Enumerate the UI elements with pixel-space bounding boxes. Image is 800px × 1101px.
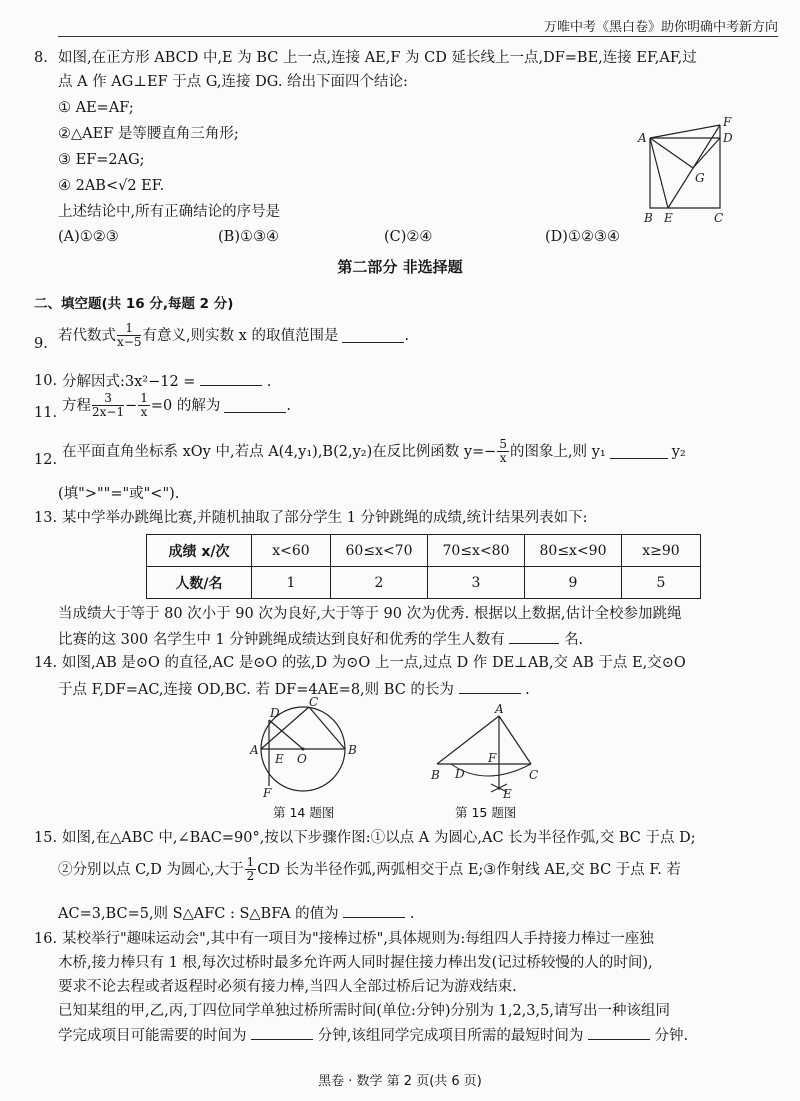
q15-figure-caption: 第 15 题图: [455, 805, 517, 820]
q13-td-2: 2: [331, 567, 428, 599]
q15-label-a: A: [495, 702, 504, 716]
q13-td-label: 人数/名: [147, 567, 252, 599]
q11-minus: −: [125, 397, 138, 414]
q15-label-e: E: [503, 787, 512, 800]
q15-answer-blank[interactable]: [343, 903, 405, 918]
q8-line1: 如图,在正方形 ABCD 中,E 为 BC 上一点,连接 AE,F 为 CD 延长线上一点,DF=BE,连接 EF,AF,过: [58, 50, 697, 66]
q8-number: 8.: [34, 50, 48, 66]
q16-line4: 已知某组的甲,乙,丙,丁四位同学单独过桥所需时间(单位:分钟)分别为 1,2,3,5,请写出一种该组同: [58, 1003, 670, 1019]
q9-pre: 若代数式: [58, 327, 116, 344]
q9-line: [58, 322, 409, 349]
q8-question: 上述结论中,所有正确结论的序号是: [58, 204, 281, 220]
q11-answer-blank[interactable]: [224, 398, 286, 413]
q14-answer-blank[interactable]: [459, 679, 521, 694]
q14-figure-caption: 第 14 题图: [273, 805, 335, 820]
q11-fraction-2: [138, 392, 150, 419]
q15-end: .: [409, 906, 415, 922]
q12-fraction: [497, 438, 509, 465]
q12-pre: 在平面直角坐标系 xOy 中,若点 A(4,y₁),B(2,y₂)在反比例函数 y=−: [62, 443, 497, 460]
q11-frac1-num: 3: [92, 392, 124, 406]
q11-frac2-den: x: [140, 405, 148, 419]
q8-line2: 点 A 作 AG⊥EF 于点 G,连接 DG. 给出下面四个结论:: [58, 74, 408, 90]
section-heading: 二、填空题(共 16 分,每题 2 分): [34, 296, 234, 312]
q11-end: .: [286, 397, 291, 414]
q14-label-a: A: [250, 743, 259, 757]
q13-th-label: 成绩 x/次: [147, 535, 252, 567]
q16-line5-b: 分钟,该组同学完成项目所需的最短时间为: [317, 1028, 584, 1044]
q16-line3: 要求不论去程或者返程时必须有接力棒,当四人全部过桥后记为游戏结束.: [58, 979, 517, 995]
q15-line1: 如图,在△ABC 中,∠BAC=90°,按以下步骤作图:①以点 A 为圆心,AC 长为半径作弧,交 BC 于点 D;: [62, 830, 696, 846]
q15-line2-post: CD 长为半径作弧,两弧相交于点 E;③作射线 AE,交 BC 于点 F. 若: [257, 861, 681, 878]
q12-post: 的图象上,则 y₁: [509, 443, 606, 460]
q15-line2-pre: ②分别以点 C,D 为圆心,大于: [58, 861, 244, 878]
q14-line2-text: 于点 F,DF=AC,连接 OD,BC. 若 DF=4AE=8,则 BC 的长为: [58, 682, 454, 698]
q8-label-e: E: [664, 211, 673, 225]
q15-line3: [58, 903, 414, 924]
q10-end: .: [266, 374, 272, 390]
q10-answer-blank[interactable]: [200, 371, 262, 386]
q13-score-table: [146, 534, 701, 599]
q15-half-fraction: [245, 856, 257, 883]
q10-number: 10.: [34, 373, 58, 389]
q15-label-d: D: [455, 767, 465, 781]
q11-line: [62, 392, 291, 419]
q16-answer-blank-2[interactable]: [588, 1025, 650, 1040]
part2-title: 第二部分 非选择题: [337, 258, 463, 276]
header-rule: [58, 36, 778, 37]
q15-half-num: 1: [246, 855, 255, 869]
q13-line3-text: 比赛的这 300 名学生中 1 分钟跳绳成绩达到良好和优秀的学生人数有: [58, 632, 505, 648]
q15-label-f: F: [488, 751, 497, 765]
q16-line5-c: 分钟.: [654, 1028, 689, 1044]
q13-table-header-row: [147, 535, 701, 567]
q15-number: 15.: [34, 830, 58, 846]
q9-answer-blank[interactable]: [342, 328, 404, 343]
q8-label-f: F: [723, 115, 732, 129]
q8-option-b: (B)①③④: [218, 229, 279, 245]
q11-pre: 方程: [62, 397, 91, 414]
q12-line2: (填">""="或"<").: [58, 486, 180, 502]
q16-line1: 某校举行"趣味运动会",其中有一项目为"接棒过桥",具体规则为:每组四人手持接力棒过一座独: [62, 931, 654, 947]
q14-label-e: E: [275, 752, 284, 766]
q13-td-5: 5: [622, 567, 701, 599]
q9-end: .: [404, 327, 410, 344]
q14-number: 14.: [34, 655, 58, 671]
q14-label-c: C: [309, 697, 319, 709]
q11-fraction-1: [92, 392, 124, 419]
q12-answer-blank[interactable]: [610, 444, 668, 459]
q16-line2: 木桥,接力棒只有 1 根,每次过桥时最多允许两人同时握住接力棒出发(记过桥较慢的人的时间),: [58, 955, 653, 971]
q8-option-c: (C)②④: [384, 229, 433, 245]
q13-line1: 某中学举办跳绳比赛,并随机抽取了部分学生 1 分钟跳绳的成绩,统计结果列表如下:: [62, 510, 588, 526]
q13-td-4: 9: [525, 567, 622, 599]
page-header: 万唯中考《黑白卷》助你明确中考新方向: [543, 20, 778, 35]
q8-label-d: D: [723, 131, 733, 145]
q12-frac-den: x: [499, 451, 507, 465]
q14-label-o: O: [297, 752, 307, 766]
q11-post: =0 的解为: [150, 397, 221, 414]
q15-label-b: B: [431, 768, 440, 782]
q14-line1: 如图,AB 是⊙O 的直径,AC 是⊙O 的弦,D 为⊙O 上一点,过点 D 作 DE⊥AB,交 AB 于点 E,交⊙O: [62, 655, 686, 671]
q16-line5-a: 学完成项目可能需要的时间为: [58, 1028, 247, 1044]
q13-th-1: x<60: [252, 535, 331, 567]
q15-line2: [58, 856, 681, 883]
q9-number: 9.: [34, 336, 48, 352]
q13-line2: 当成绩大于等于 80 次小于 90 次为良好,大于等于 90 次为优秀. 根据以上数据,估计全校参加跳绳: [58, 606, 682, 622]
q15-half-den: 2: [246, 869, 255, 883]
q13-th-3: 70≤x<80: [428, 535, 525, 567]
q13-th-4: 80≤x<90: [525, 535, 622, 567]
q15-line3-text: AC=3,BC=5,则 S△AFC : S△BFA 的值为: [58, 906, 339, 922]
q13-th-5: x≥90: [622, 535, 701, 567]
q10-line: [62, 371, 271, 392]
q12-frac-num: 5: [499, 437, 507, 451]
q16-line5: [58, 1025, 688, 1046]
q13-th-2: 60≤x<70: [331, 535, 428, 567]
q8-square-figure: [630, 110, 740, 235]
q8-conclusion-3: ③ EF=2AG;: [58, 152, 145, 168]
q14-circle-figure: [245, 697, 365, 799]
q10-text: 分解因式:3x²−12 =: [62, 374, 196, 390]
q12-number: 12.: [34, 452, 58, 468]
q15-triangle-figure: [425, 700, 555, 800]
q14-label-d: D: [270, 706, 280, 720]
q12-line1: [62, 438, 686, 465]
q12-y2: y₂: [671, 443, 686, 460]
q15-label-c: C: [529, 768, 539, 782]
q8-conclusion-4: ④ 2AB<√2 EF.: [58, 178, 165, 194]
q13-td-1: 1: [252, 567, 331, 599]
q8-option-d: (D)①②③④: [545, 229, 620, 245]
q8-option-a: (A)①②③: [58, 229, 119, 245]
page-footer: 黑卷 · 数学 第 2 页(共 6 页): [318, 1074, 482, 1089]
q8-label-a: A: [638, 131, 647, 145]
q9-post: 有意义,则实数 x 的取值范围是: [142, 327, 339, 344]
q14-label-b: B: [348, 743, 357, 757]
q13-end: 名.: [564, 632, 584, 648]
q16-number: 16.: [34, 931, 58, 947]
q9-frac-den: x−5: [117, 335, 142, 349]
q13-table-data-row: [147, 567, 701, 599]
q8-label-b: B: [644, 211, 653, 225]
q16-answer-blank-1[interactable]: [251, 1025, 313, 1040]
q9-fraction: [117, 322, 141, 349]
q11-number: 11.: [34, 405, 58, 421]
q8-conclusion-2: ②△AEF 是等腰直角三角形;: [58, 126, 239, 142]
q9-frac-num: 1: [117, 322, 141, 336]
q13-answer-blank[interactable]: [509, 629, 559, 644]
q8-label-g: G: [695, 171, 705, 185]
q13-line3: [58, 629, 583, 650]
q8-conclusion-1: ① AE=AF;: [58, 100, 134, 116]
q13-number: 13.: [34, 510, 58, 526]
q11-frac1-den: 2x−1: [92, 405, 125, 419]
q11-frac2-num: 1: [140, 391, 148, 405]
q14-label-f: F: [263, 786, 272, 799]
q8-label-c: C: [714, 211, 724, 225]
q14-end: .: [525, 682, 530, 698]
q13-td-3: 3: [428, 567, 525, 599]
